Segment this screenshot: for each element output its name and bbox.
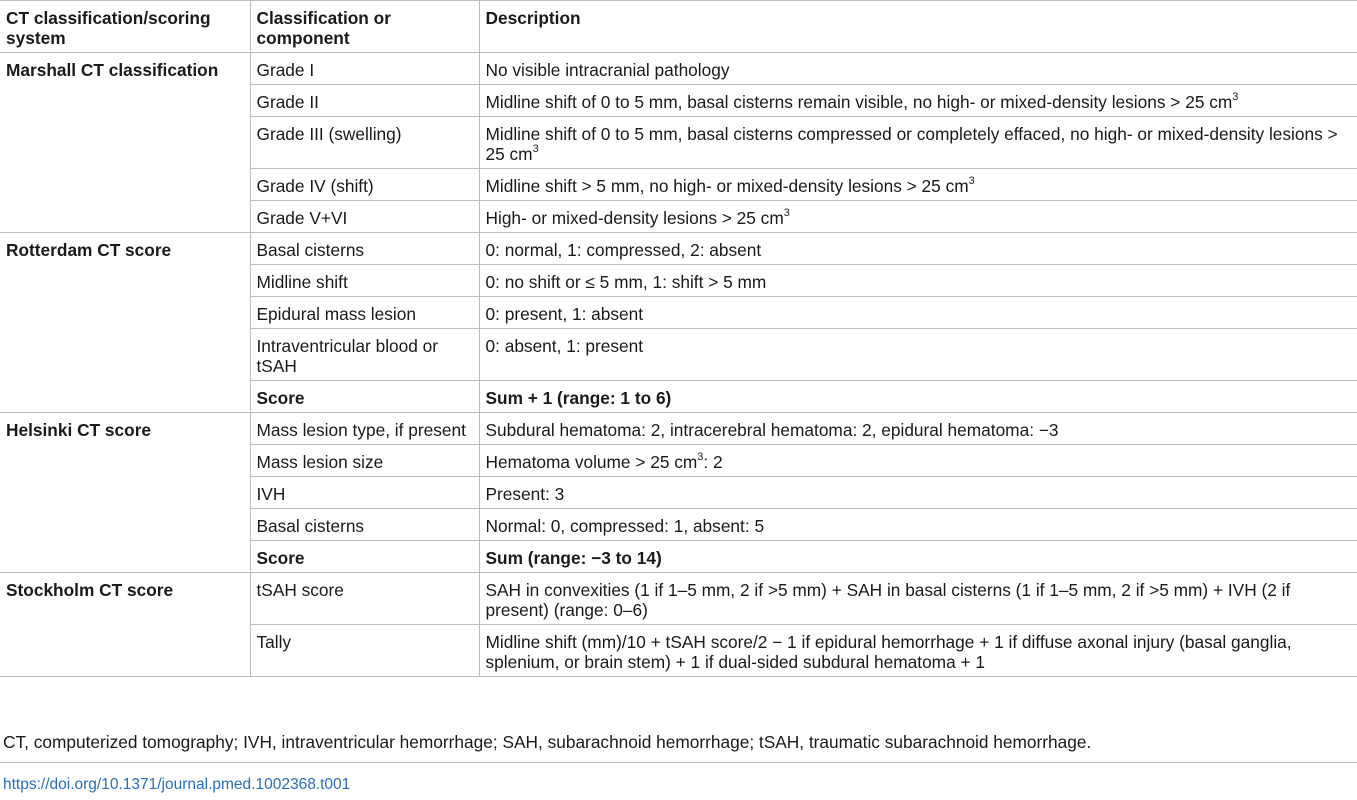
component-cell: Midline shift: [250, 265, 479, 297]
description-text: Midline shift > 5 mm, no high- or mixed-density lesions > 25 cm: [485, 176, 969, 196]
footer-divider: [0, 762, 1357, 763]
description-text: 0: no shift or ≤ 5 mm, 1: shift > 5 mm: [485, 272, 767, 292]
doi-link[interactable]: https://doi.org/10.1371/journal.pmed.1002368.t001: [3, 776, 351, 793]
description-text: Midline shift of 0 to 5 mm, basal cisterns compressed or completely effaced, no high- or mixed-density lesions > 25 cm: [485, 124, 1338, 164]
component-cell: IVH: [250, 477, 479, 509]
description-cell: [479, 413, 1357, 445]
system-name: Stockholm CT score: [6, 580, 174, 600]
description-text: Present: 3: [485, 484, 565, 504]
description-text: 0: present, 1: absent: [485, 304, 644, 324]
component-cell: Grade II: [250, 85, 479, 117]
description-text: 0: normal, 1: compressed, 2: absent: [485, 240, 762, 260]
description-text: High- or mixed-density lesions > 25 cm: [485, 208, 784, 228]
description-text: 0: absent, 1: present: [485, 336, 644, 356]
description-cell: [479, 53, 1357, 85]
system-name: Marshall CT classification: [6, 60, 219, 80]
group-2: [0, 413, 1357, 573]
header-description: Description: [479, 1, 1357, 53]
header-component: Classification or component: [250, 1, 479, 53]
description-text: Subdural hematoma: 2, intracerebral hematoma: 2, epidural hematoma: −3: [485, 420, 1059, 440]
description-cell: [479, 477, 1357, 509]
description-cell: [479, 169, 1357, 201]
table-footnote: CT, computerized tomography; IVH, intraventricular hemorrhage; SAH, subarachnoid hemorrhage; tSAH, traumatic subarachnoid hemorrhage.: [3, 732, 1092, 752]
table-row: [0, 233, 1357, 265]
component-cell: Score: [250, 541, 479, 573]
description-text: SAH in convexities (1 if 1–5 mm, 2 if >5 mm) + SAH in basal cisterns (1 if 1–5 mm, 2 if >5 mm) + IVH (2 if present) (range: 0–6): [485, 580, 1291, 620]
description-cell: [479, 117, 1357, 169]
superscript: 3: [968, 175, 975, 188]
component-cell: Grade IV (shift): [250, 169, 479, 201]
table-row: [0, 53, 1357, 85]
description-suffix: : 2: [703, 452, 723, 472]
component-cell: Intraventricular blood or tSAH: [250, 329, 479, 381]
superscript: 3: [697, 451, 704, 464]
table-header: [0, 1, 1357, 53]
description-text: Normal: 0, compressed: 1, absent: 5: [485, 516, 765, 536]
table-row: [0, 413, 1357, 445]
description-cell: [479, 573, 1357, 625]
description-cell: [479, 541, 1357, 573]
description-cell: [479, 625, 1357, 677]
description-text: No visible intracranial pathology: [485, 60, 730, 80]
component-cell: Grade V+VI: [250, 201, 479, 233]
description-text: Midline shift of 0 to 5 mm, basal cisterns remain visible, no high- or mixed-density lesions > 25 cm: [485, 92, 1233, 112]
description-cell: [479, 297, 1357, 329]
description-text: Sum (range: −3 to 14): [485, 548, 662, 568]
description-cell: [479, 445, 1357, 477]
component-cell: Basal cisterns: [250, 233, 479, 265]
description-text: Sum + 1 (range: 1 to 6): [485, 388, 672, 408]
description-cell: [479, 233, 1357, 265]
table-row: [0, 573, 1357, 625]
description-cell: [479, 85, 1357, 117]
superscript: 3: [532, 143, 539, 156]
component-cell: Grade III (swelling): [250, 117, 479, 169]
superscript: 3: [1232, 91, 1239, 104]
component-cell: Grade I: [250, 53, 479, 85]
description-cell: [479, 329, 1357, 381]
component-cell: Tally: [250, 625, 479, 677]
system-name: Rotterdam CT score: [6, 240, 172, 260]
description-cell: [479, 381, 1357, 413]
header-row: [0, 1, 1357, 53]
component-cell: Basal cisterns: [250, 509, 479, 541]
component-cell: Mass lesion type, if present: [250, 413, 479, 445]
superscript: 3: [783, 207, 790, 220]
component-cell: tSAH score: [250, 573, 479, 625]
description-text: Hematoma volume > 25 cm: [485, 452, 698, 472]
group-1: [0, 233, 1357, 413]
component-cell: Epidural mass lesion: [250, 297, 479, 329]
group-0: [0, 53, 1357, 233]
system-name: Helsinki CT score: [6, 420, 152, 440]
component-cell: Mass lesion size: [250, 445, 479, 477]
component-cell: Score: [250, 381, 479, 413]
header-system: CT classification/scoring system: [6, 8, 211, 48]
description-text: Midline shift (mm)/10 + tSAH score/2 − 1 if epidural hemorrhage + 1 if diffuse axonal injury (basal ganglia, splenium, or brain stem) + 1 if dual-sided subdural hematoma + 1: [485, 632, 1292, 672]
group-3: [0, 573, 1357, 677]
description-cell: [479, 201, 1357, 233]
description-cell: [479, 265, 1357, 297]
description-cell: [479, 509, 1357, 541]
